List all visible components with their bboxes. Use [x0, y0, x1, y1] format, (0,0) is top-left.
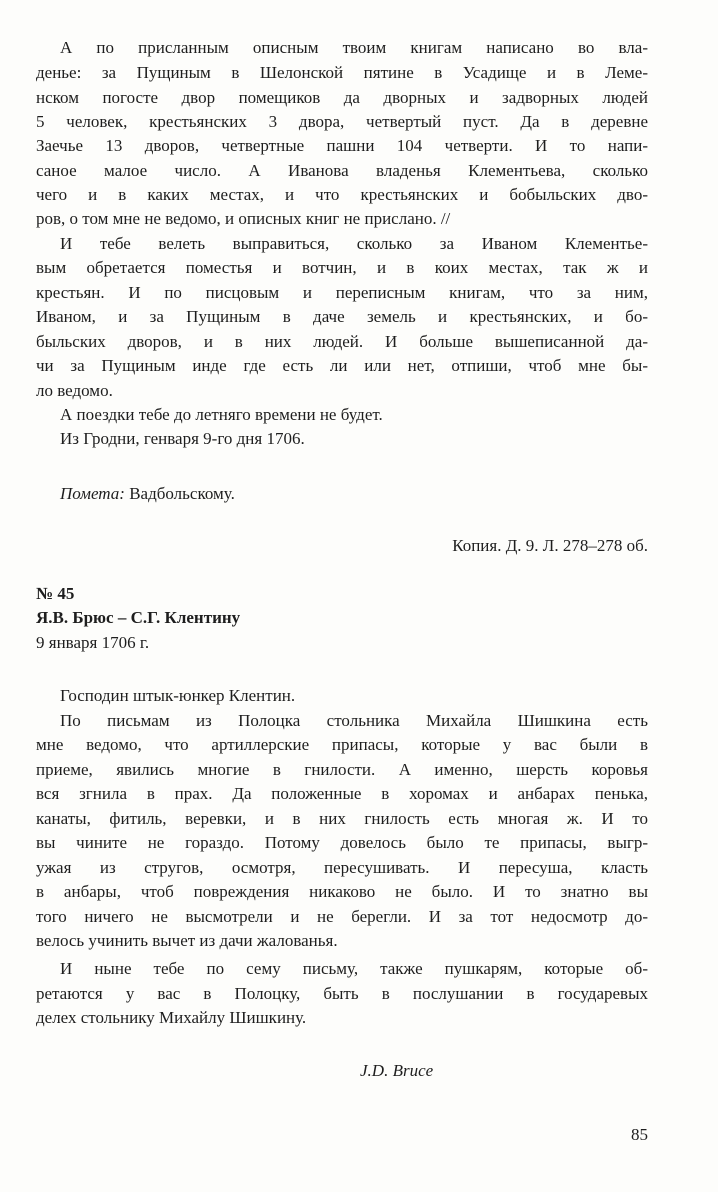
- text-line: приеме, явились многие в гнилости. А именно, шерсть коровья: [36, 760, 648, 779]
- source-reference: Копия. Д. 9. Л. 278–278 об.: [452, 536, 648, 555]
- text-line: И тебе велеть выправиться, сколько за Иваном Клементье-: [60, 234, 648, 253]
- note-label: Помета:: [60, 484, 125, 503]
- text-line: По письмам из Полоцка стольника Михайла Шишкина есть: [60, 711, 648, 730]
- text-line: делех стольнику Михайлу Шишкину.: [36, 1008, 307, 1027]
- text-line: И ныне тебе по сему письму, также пушкарям, которые об-: [60, 959, 648, 978]
- page-number: 85: [631, 1125, 648, 1144]
- document-date: 9 января 1706 г.: [36, 633, 150, 652]
- text-line: вся згнила в прах. Да положенные в хоромах и анбарах пенька,: [36, 784, 648, 803]
- text-line: чего и в каких местах, и что крестьянских и бобыльских дво-: [36, 185, 648, 204]
- text-line: вы чините не гораздо. Потому довелось было те припасы, выгр-: [36, 833, 648, 852]
- text-line: ретаются у вас в Полоцку, быть в послушании в государевых: [36, 984, 648, 1003]
- text-line: 5 человек, крестьянских 3 двора, четвертый пуст. Да в деревне: [36, 112, 648, 131]
- text-line: А по присланным описным твоим книгам написано во вла-: [60, 38, 648, 57]
- text-line: саное малое число. А Иванова владенья Клементьева, сколько: [36, 161, 648, 180]
- text-line: денье: за Пущиным в Шелонской пятине в Усадище и в Леме-: [36, 63, 648, 82]
- text-line: Иваном, и за Пущиным в даче земель и крестьянских, и бо-: [36, 307, 648, 326]
- note: [36, 482, 648, 506]
- document-number: № 45: [36, 584, 75, 603]
- text-line: канаты, фитиль, веревки, и в них гнилость есть многая ж. И то: [36, 809, 648, 828]
- text-line: велось учинить вычет из дачи жалованья.: [36, 931, 338, 950]
- text-line: нском погосте двор помещиков да дворных и задворных людей: [36, 88, 648, 107]
- text-line: ужая из стругов, осмотря, пересушивать. И пересуша, класть: [36, 858, 648, 877]
- text-line: чи за Пущиным инде где есть ли или нет, отпиши, чтоб мне бы-: [36, 356, 648, 375]
- text-line: ло ведомо.: [36, 381, 113, 400]
- text-line: того ничего не высмотрели и не берегли. И за тот недосмотр до-: [36, 907, 648, 926]
- text-line: вым обретается поместья и вотчин, и в коих местах, так ж и: [36, 258, 648, 277]
- text-line: ров, о том мне не ведомо, и описных книг не прислано. //: [36, 209, 451, 228]
- note-text: Вадбольскому.: [124, 484, 235, 503]
- text-line: мне ведомо, что артиллерские припасы, которые у вас были в: [36, 735, 648, 754]
- signature: J.D. Bruce: [360, 1061, 434, 1080]
- text-line: крестьян. И по писцовым и переписным книгам, что за ним,: [36, 283, 648, 302]
- text-line: Заечье 13 дворов, четвертные пашни 104 четверти. И то напи-: [36, 136, 648, 155]
- place-date: Из Гродни, генваря 9-го дня 1706.: [60, 429, 305, 448]
- text-line: быльских дворов, и в них людей. И больше вышеписанной да-: [36, 332, 648, 351]
- text-line: в анбары, чтоб повреждения никаково не было. И то знатно вы: [36, 882, 648, 901]
- salutation: Господин штык-юнкер Клентин.: [60, 686, 296, 705]
- text-line: А поездки тебе до летняго времени не будет.: [60, 405, 383, 424]
- document-heading: Я.В. Брюс – С.Г. Клентину: [36, 608, 241, 627]
